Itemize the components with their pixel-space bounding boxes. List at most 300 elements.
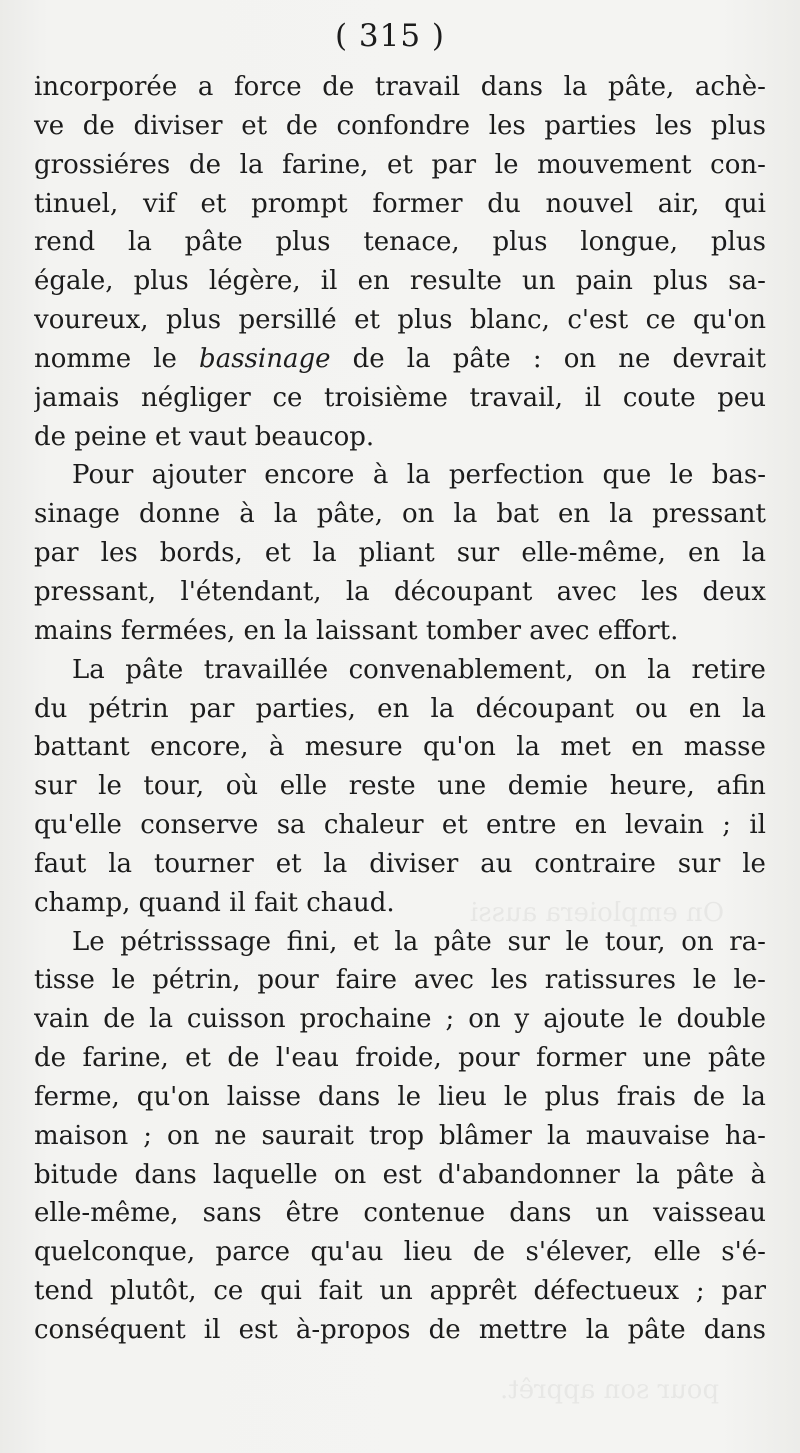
word: chaleur <box>323 810 424 841</box>
word: achè- <box>694 72 766 102</box>
word: tour, <box>143 771 205 802</box>
word: mauvaise <box>585 1120 710 1151</box>
word: resulte <box>409 266 502 297</box>
word: plus <box>397 305 453 336</box>
word: à <box>750 1159 766 1190</box>
word: plus <box>653 266 709 297</box>
text-line <box>34 68 766 107</box>
word: sur <box>507 926 550 957</box>
word: plus <box>710 227 766 258</box>
word: voureux, <box>34 305 149 336</box>
text-line <box>34 728 766 767</box>
word: dans <box>509 1198 572 1229</box>
text-line <box>34 1156 766 1195</box>
word: de <box>82 110 115 141</box>
word: de <box>352 343 385 374</box>
word: blâmer <box>439 1120 532 1151</box>
word: ce <box>272 382 303 413</box>
word: ajouter <box>151 460 246 491</box>
word: du <box>487 188 521 219</box>
word: en <box>377 693 410 724</box>
word: en <box>687 538 721 569</box>
word: pâte <box>707 1043 766 1074</box>
word: la <box>546 1120 571 1151</box>
word: on <box>166 1120 200 1151</box>
word: vif <box>143 188 176 219</box>
word: de <box>227 1043 260 1074</box>
word: on <box>402 499 435 530</box>
word: maison <box>34 1120 129 1151</box>
text-line <box>34 573 766 612</box>
word: le <box>98 771 122 802</box>
word: qui <box>260 1276 302 1307</box>
word: rend <box>34 227 96 258</box>
word: sans <box>202 1198 262 1229</box>
word: quelconque, <box>34 1237 196 1268</box>
word: parce <box>215 1237 291 1268</box>
word: la <box>406 343 431 374</box>
word: la <box>273 499 298 530</box>
word: une <box>437 771 487 802</box>
word: au <box>480 848 513 879</box>
word: parties <box>544 110 637 141</box>
word: l'eau <box>275 1043 339 1074</box>
word: pressant <box>652 499 766 530</box>
word: l'étendant, <box>180 576 322 607</box>
word: s'é- <box>721 1237 766 1268</box>
word: contraire <box>534 848 656 879</box>
word: vain <box>34 1004 90 1035</box>
word: un <box>379 1276 413 1307</box>
word: pain <box>575 266 633 297</box>
word: confondre <box>336 110 470 141</box>
word: en <box>631 732 664 763</box>
text-line <box>34 340 766 379</box>
word: les <box>100 538 138 569</box>
word: pâte <box>125 654 184 685</box>
word: de <box>428 1315 461 1345</box>
word: par <box>721 1276 766 1307</box>
word: la <box>516 732 541 763</box>
word: saurait <box>261 1120 354 1151</box>
word: de <box>188 149 221 180</box>
word: parties, <box>255 693 356 724</box>
word: c'est <box>567 305 629 336</box>
text-line <box>34 1078 766 1117</box>
word: mouvement <box>537 149 692 180</box>
word: grossiéres <box>34 149 171 180</box>
word: on <box>563 343 597 374</box>
text-line <box>34 146 766 185</box>
word: la <box>453 499 478 530</box>
word: tenace, <box>363 227 460 258</box>
word: encore, <box>150 732 249 763</box>
word: sur <box>677 848 721 879</box>
word: double <box>676 1004 766 1035</box>
word: Pour <box>72 460 134 491</box>
word: la <box>149 1004 173 1035</box>
word: froide, <box>355 1043 442 1074</box>
word: la <box>647 654 672 685</box>
word: qu'elle <box>34 810 122 841</box>
word: la <box>742 1081 766 1112</box>
word: persillé <box>238 305 337 336</box>
word: deux <box>702 576 766 607</box>
word: la <box>742 538 766 569</box>
word: conséquent <box>34 1315 186 1345</box>
word: travaillée <box>203 654 329 685</box>
word: avec <box>556 576 617 607</box>
word: il <box>749 810 766 841</box>
word: diviser <box>369 848 459 879</box>
word: la <box>312 538 337 569</box>
word: entre <box>485 810 557 841</box>
word: il <box>203 1315 221 1345</box>
word: la <box>585 1315 610 1345</box>
word: y <box>514 1004 530 1035</box>
word: plus <box>710 110 766 141</box>
word: tourner <box>153 848 254 879</box>
text-line <box>34 961 766 1000</box>
word: laquelle <box>212 1159 318 1190</box>
word: qu'on <box>693 305 766 336</box>
word: laisse <box>226 1081 301 1112</box>
word: et <box>275 848 302 879</box>
word: retire <box>691 654 766 685</box>
word: négliger <box>140 382 251 413</box>
word: bat <box>496 499 539 530</box>
word: farine, <box>282 149 369 180</box>
word: un <box>522 266 556 297</box>
word: bitude <box>34 1159 119 1190</box>
word: il <box>584 382 602 413</box>
word: tinuel, <box>34 188 119 219</box>
word: former <box>536 1043 627 1074</box>
word: et <box>241 110 268 141</box>
text-line <box>34 185 766 224</box>
word: à-propos <box>295 1315 411 1345</box>
word: par <box>34 538 79 569</box>
word: pâte <box>627 1315 686 1345</box>
word: convenablement, <box>348 654 574 685</box>
word: ; <box>445 1004 455 1035</box>
word: à <box>268 732 285 763</box>
word: et <box>354 305 380 336</box>
word: par <box>431 149 477 180</box>
text-line <box>34 690 766 729</box>
word: plus <box>133 266 189 297</box>
word: de <box>322 72 355 102</box>
word: pour <box>257 965 319 996</box>
word: : <box>532 343 542 374</box>
text-line <box>34 223 766 262</box>
word: la <box>742 693 766 724</box>
word: de <box>103 1004 136 1035</box>
word: qu'on <box>136 1081 210 1112</box>
word: la <box>636 1159 660 1190</box>
text-line <box>34 418 766 457</box>
word: le <box>742 848 766 879</box>
word: fini, <box>286 926 338 957</box>
text-line <box>34 806 766 845</box>
word: ne <box>618 343 651 374</box>
word: apprêt <box>429 1276 517 1307</box>
word: heure, <box>609 771 695 802</box>
word: travail <box>374 72 461 102</box>
text-line <box>34 1272 766 1311</box>
word: être <box>285 1198 340 1229</box>
word: cuisson <box>186 1004 286 1035</box>
word: pâte <box>433 926 492 957</box>
word: Le <box>72 926 105 957</box>
word: le <box>692 965 717 996</box>
word: prompt <box>251 188 348 219</box>
word: pressant, <box>34 576 157 607</box>
text-line <box>34 923 766 962</box>
word: pétrin <box>88 693 169 724</box>
word: jamais <box>34 382 120 413</box>
word: bas- <box>711 460 766 491</box>
word: sur <box>456 538 500 569</box>
text-line <box>34 1194 766 1233</box>
word: pliant <box>358 538 435 569</box>
word: sinage <box>34 499 120 530</box>
word: elle <box>653 1237 701 1268</box>
word: dans <box>480 72 543 102</box>
word: les <box>641 576 679 607</box>
text-line <box>34 301 766 340</box>
word: est <box>382 1159 422 1190</box>
word: plus <box>166 305 222 336</box>
word: troisième <box>324 382 448 413</box>
page-number: ( 315 ) <box>334 18 446 54</box>
word: travail, <box>469 382 563 413</box>
word: ferme, <box>34 1081 120 1112</box>
word: de <box>473 1237 506 1268</box>
word: en <box>558 499 591 530</box>
word: pâte <box>452 343 511 374</box>
show-through-text: On emploiera aussi <box>470 898 725 928</box>
word: levain <box>625 810 704 841</box>
word: la <box>430 693 455 724</box>
word: en <box>357 266 390 297</box>
word: afin <box>716 771 766 802</box>
word: battant <box>34 732 130 763</box>
word: longue, <box>580 227 679 258</box>
word: ; <box>143 1120 152 1151</box>
word: reste <box>348 771 416 802</box>
word: le- <box>733 965 766 996</box>
line-text: de peine et vaut beaucop. <box>34 421 375 452</box>
text-line <box>34 1233 766 1272</box>
word: qui <box>724 188 766 219</box>
word: et <box>185 1043 211 1074</box>
word: conserve <box>140 810 259 841</box>
word: et <box>352 926 379 957</box>
word: perfection <box>448 460 585 491</box>
text-line <box>34 456 766 495</box>
word: la <box>563 72 588 102</box>
word: prochaine <box>299 1004 432 1035</box>
word: air, <box>657 188 700 219</box>
word: défectueux <box>533 1276 680 1307</box>
word: le <box>494 149 519 180</box>
text-line <box>34 1311 766 1350</box>
word: con- <box>710 149 766 180</box>
word: pâte, <box>316 499 383 530</box>
word: à <box>372 460 389 491</box>
word: et <box>200 188 227 219</box>
word: donne <box>139 499 221 530</box>
word: peu <box>717 382 766 413</box>
word: en <box>574 810 607 841</box>
word: plus <box>544 1081 600 1112</box>
word: tisse <box>34 965 95 996</box>
word: sa- <box>728 266 766 297</box>
word: dans <box>703 1315 766 1345</box>
word: sur <box>34 771 77 802</box>
word: les <box>655 110 693 141</box>
word: blanc, <box>469 305 550 336</box>
word: le <box>565 926 590 957</box>
word: force <box>233 72 302 102</box>
word: ha- <box>724 1120 766 1151</box>
word: elle-même, <box>521 538 666 569</box>
word: elle <box>279 771 328 802</box>
word: une <box>642 1043 692 1074</box>
word: et <box>387 149 413 180</box>
word: ve <box>34 110 65 141</box>
word: ratissures <box>544 965 677 996</box>
word: pour <box>458 1043 520 1074</box>
word: les <box>488 110 526 141</box>
word: bords, <box>159 538 243 569</box>
text-line <box>34 262 766 301</box>
word: devrait <box>672 343 766 374</box>
word: farine, <box>82 1043 169 1074</box>
word: nouvel <box>545 188 634 219</box>
word: la <box>394 926 419 957</box>
show-through-text: pour son apprêt. <box>500 1375 720 1405</box>
word: dans <box>134 1159 197 1190</box>
word: pétrisssage <box>120 926 272 957</box>
word: on <box>333 1159 367 1190</box>
word: et <box>441 810 468 841</box>
word: la <box>128 227 152 258</box>
word: elle-même, <box>34 1198 179 1229</box>
word: tend <box>34 1276 94 1307</box>
text-line <box>34 1117 766 1156</box>
word: faire <box>335 965 397 996</box>
word: dans <box>318 1081 381 1112</box>
word: frais <box>616 1081 676 1112</box>
word: ra- <box>729 926 766 957</box>
word: la <box>345 576 370 607</box>
word: il <box>320 266 338 297</box>
word: que <box>602 460 652 491</box>
word: pâte <box>676 1159 735 1190</box>
word: qu'au <box>310 1237 384 1268</box>
word: ajoute <box>543 1004 625 1035</box>
word: le <box>153 343 177 374</box>
text-line <box>34 534 766 573</box>
word: ; <box>695 1276 705 1307</box>
word: de <box>693 1081 726 1112</box>
word: lieu <box>438 1081 487 1112</box>
word: où <box>225 771 259 802</box>
word: plus <box>275 227 331 258</box>
word: contenue <box>363 1198 486 1229</box>
word: coute <box>622 382 696 413</box>
word: les <box>490 965 528 996</box>
word: fait <box>318 1276 363 1307</box>
word: demie <box>507 771 589 802</box>
word: s'élever, <box>525 1237 633 1268</box>
line-text: mains fermées, en la laissant tomber avec effort. <box>34 615 679 646</box>
word: qu'on <box>422 732 496 763</box>
word: le <box>669 460 694 491</box>
word: le <box>111 965 136 996</box>
word: met <box>560 732 611 763</box>
text-line <box>34 845 766 884</box>
word: masse <box>683 732 766 763</box>
word: sa <box>276 810 306 841</box>
word: à <box>239 499 255 530</box>
word: plus <box>492 227 548 258</box>
word: découpant <box>475 693 614 724</box>
word: incorporée <box>34 72 178 102</box>
word: plutôt, <box>110 1276 197 1307</box>
body-text <box>34 68 766 1350</box>
word: lieu <box>403 1237 453 1268</box>
word: diviser <box>133 110 223 141</box>
word: la <box>406 460 431 491</box>
text-line <box>34 612 766 651</box>
word: on <box>468 1004 501 1035</box>
text-line <box>34 379 766 418</box>
word: de <box>285 110 318 141</box>
word: La <box>72 654 105 685</box>
word: la <box>239 149 264 180</box>
word: le <box>503 1081 528 1112</box>
word: mettre <box>478 1315 568 1345</box>
word: légère, <box>208 266 301 297</box>
word: le <box>397 1081 422 1112</box>
word: vaisseau <box>653 1198 766 1229</box>
word: le <box>638 1004 663 1035</box>
text-line <box>34 651 766 690</box>
word: former <box>372 188 463 219</box>
line-text: champ, quand il fait chaud. <box>34 887 395 918</box>
word: pâte <box>184 227 243 258</box>
word: trop <box>368 1120 425 1151</box>
word: pâte, <box>608 72 675 102</box>
word: en <box>688 693 721 724</box>
word: égale, <box>34 266 114 297</box>
word: pétrin, <box>152 965 241 996</box>
word: d'abandonner <box>438 1159 620 1190</box>
word: ne <box>214 1120 247 1151</box>
word: la <box>609 499 634 530</box>
word: encore <box>264 460 355 491</box>
word: mesure <box>304 732 403 763</box>
text-line <box>34 767 766 806</box>
word: découpant <box>393 576 533 607</box>
word: du <box>34 693 68 724</box>
word: et <box>264 538 291 569</box>
word: a <box>197 72 214 102</box>
word: la <box>108 848 133 879</box>
